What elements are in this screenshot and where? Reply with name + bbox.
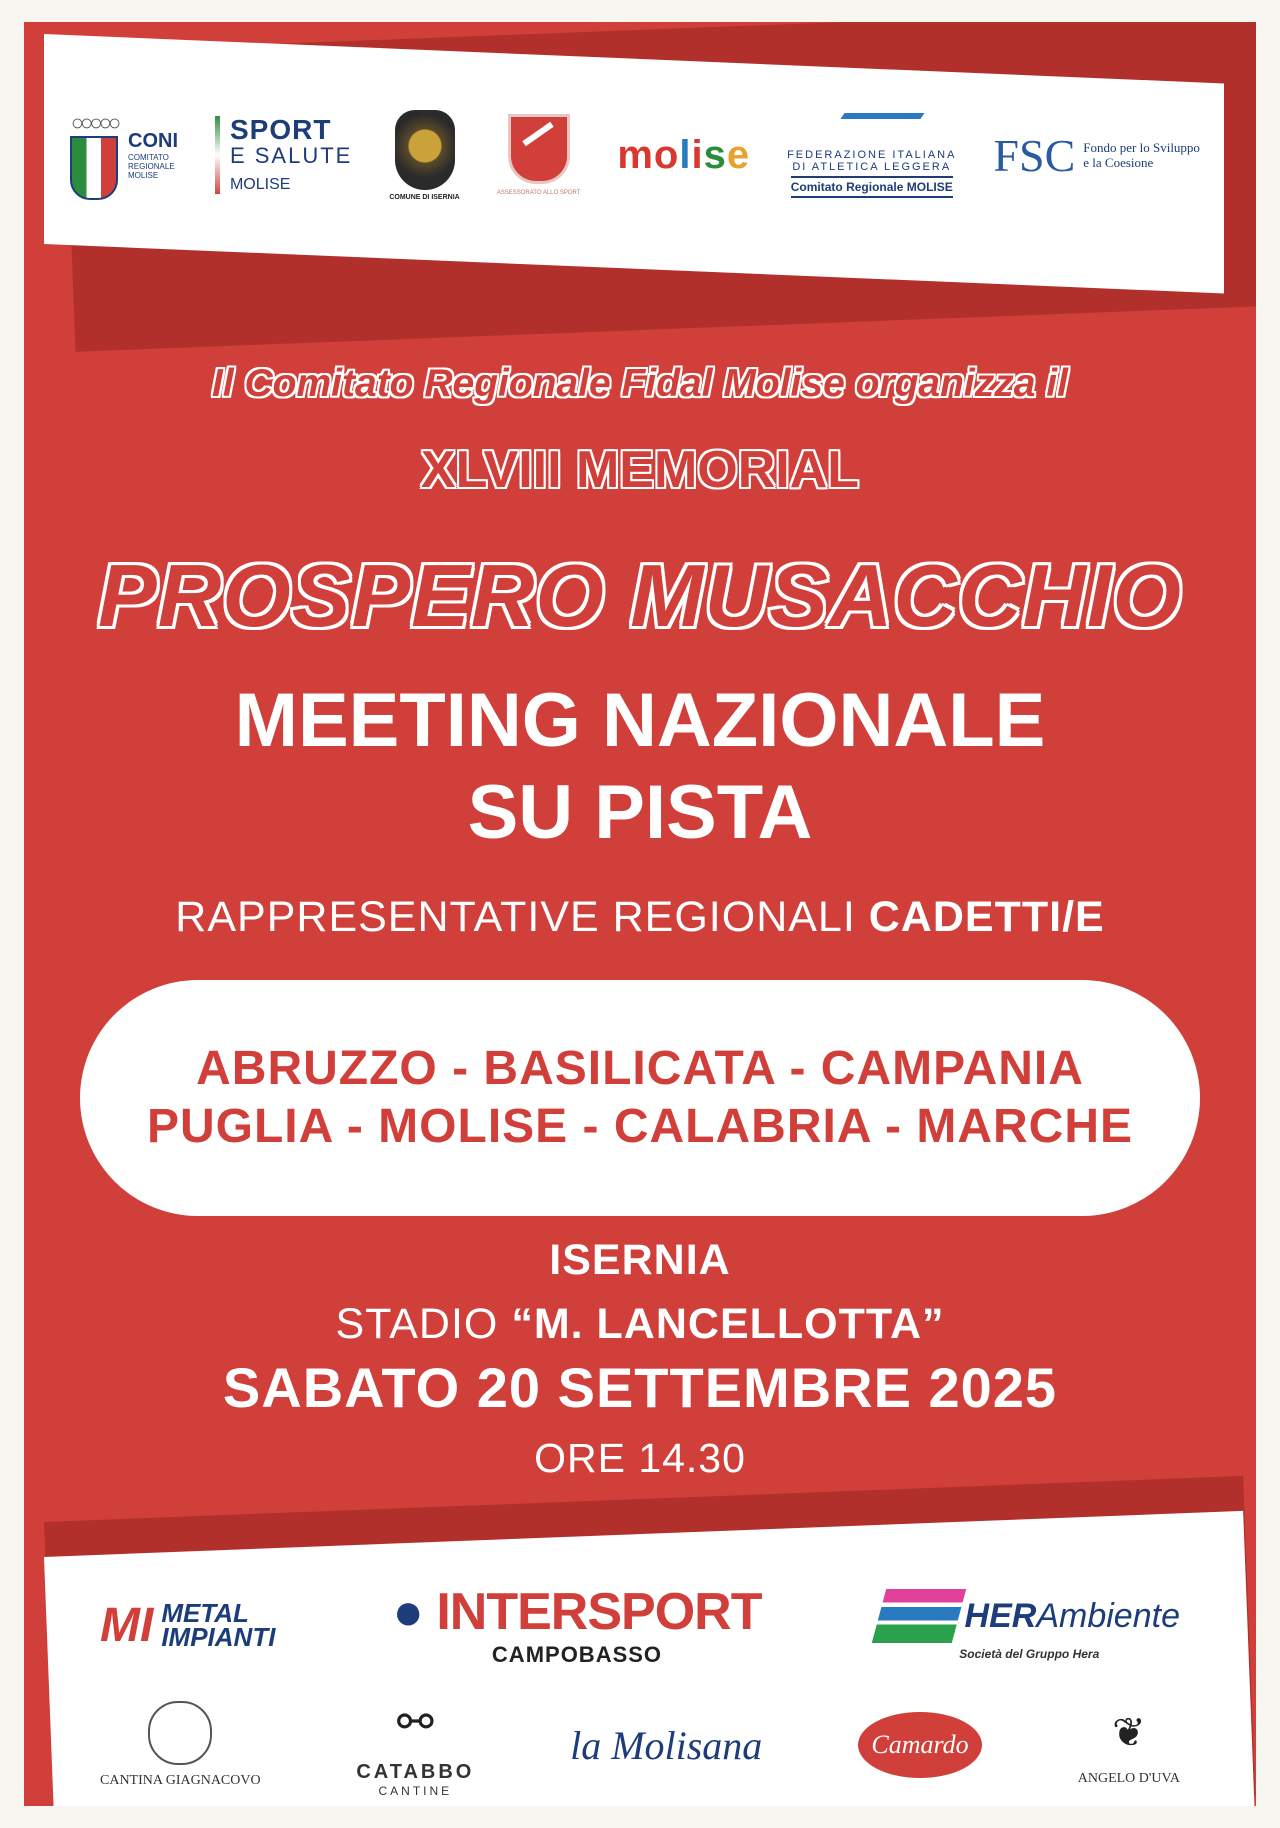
hera-stripes-icon (871, 1589, 965, 1643)
olympic-rings-icon: ○○○○○ (70, 110, 118, 135)
edition-title: XLVIII MEMORIAL (420, 441, 860, 499)
assessorato-logo: ASSESSORATO ALLO SPORT (497, 114, 581, 196)
regions-line-2: PUGLIA - MOLISE - CALABRIA - MARCHE (146, 1100, 1134, 1153)
catabbo-logo: ⚯ CATABBO CANTINE (356, 1693, 474, 1798)
partner-logos (70, 95, 1200, 215)
caffe-camardo-logo: Camardo (858, 1712, 982, 1778)
italia-shield-icon (70, 136, 118, 200)
regions-line-1: ABRUZZO - BASILICATA - CAMPANIA (196, 1042, 1084, 1095)
bicycle-icon: ⚯ (396, 1697, 434, 1747)
organizer-line: Il Comitato Regionale Fidal Molise organizza il (212, 362, 1068, 405)
sport-e-salute-logo: SPORT E SALUTE MOLISE (215, 116, 352, 194)
comune-isernia-logo: COMUNE DI ISERNIA (389, 110, 459, 201)
city: ISERNIA (549, 1236, 731, 1284)
event-date: SABATO 20 SETTEMBRE 2025 (222, 1356, 1058, 1419)
molise-shield-icon (508, 114, 570, 184)
cantina-giagnacovo-logo: CANTINA GIAGNACOVO (100, 1701, 261, 1789)
event-time: ORE 14.30 (534, 1435, 746, 1481)
intersport-logo: ● INTERSPORT CAMPOBASSO (392, 1583, 762, 1667)
molise-logo: molise (617, 132, 751, 177)
stadium: STADIO “M. LANCELLOTTA” (335, 1300, 945, 1348)
memorial-name: PROSPERO MUSACCHIO (98, 546, 1182, 645)
coni-logo: ○○○○○ CONI COMITATO REGIONALE MOLISE (70, 110, 178, 200)
la-molisana-logo: la Molisana (570, 1722, 763, 1768)
rappresentative-line: RAPPRESENTATIVE REGIONALI CADETTI/E (175, 893, 1105, 941)
fidal-mark-icon (819, 113, 924, 149)
crest-icon (148, 1701, 212, 1765)
coni-name: CONI (128, 130, 178, 152)
regions-pill (80, 980, 1200, 1216)
crest-icon (395, 110, 455, 190)
sponsor-logos (100, 1560, 1180, 1800)
metal-impianti-logo: MI METAL IMPIANTI (100, 1598, 276, 1652)
angelo-duva-logo: ❦ ANGELO D'UVA (1078, 1703, 1180, 1787)
fidal-logo: FEDERAZIONE ITALIANA DI ATLETICA LEGGERA Comitato Regionale MOLISE (787, 113, 956, 198)
fsc-logo: FSC Fondo per lo Sviluppo e la Coesione (993, 129, 1200, 181)
grapes-icon: ❦ (1112, 1711, 1146, 1755)
meeting-title: MEETING NAZIONALE SU PISTA (234, 678, 1046, 855)
intersport-mark-icon: ● (392, 1583, 423, 1641)
heraambiente-logo: HERAmbiente Società del Gruppo Hera (879, 1589, 1180, 1661)
